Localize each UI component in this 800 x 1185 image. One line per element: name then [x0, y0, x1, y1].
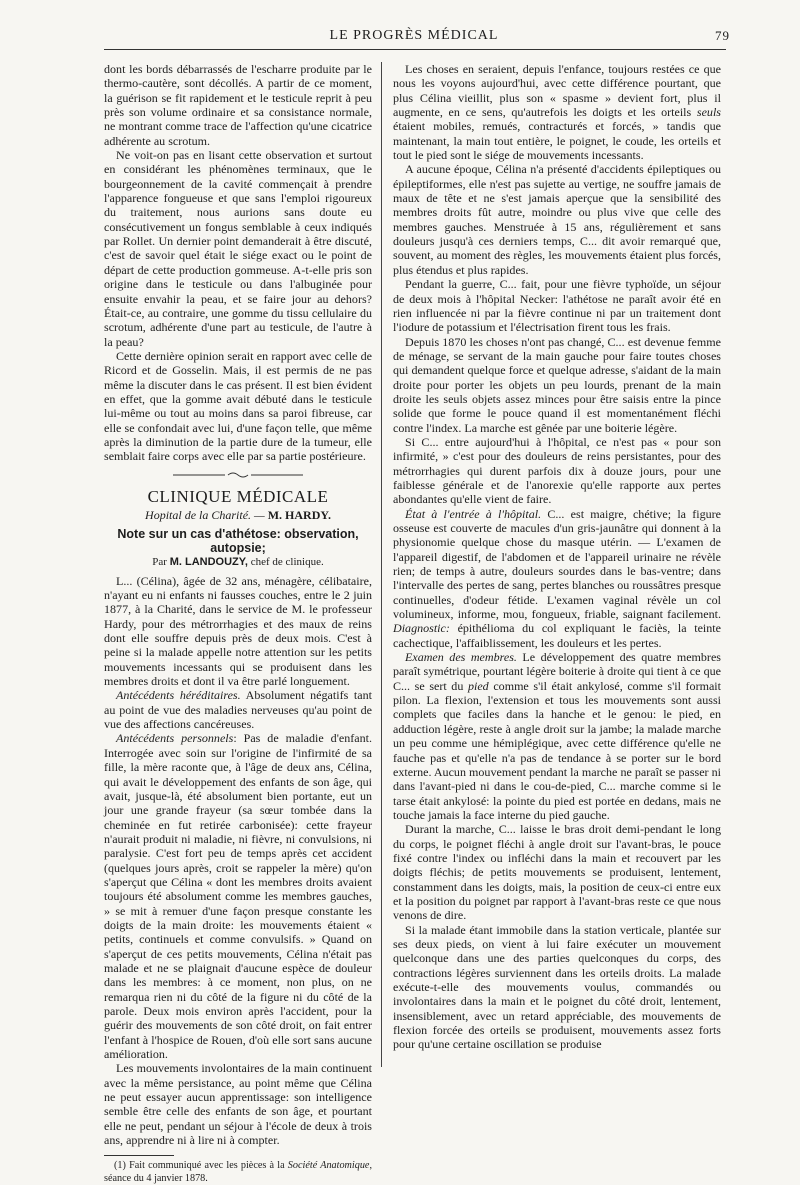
subheading: Antécédents personnels — [116, 731, 234, 746]
paragraph: Pendant la guerre, C... fait, pour une fièvre typhoïde, un séjour de deux mois à l'hôpital Necker: l'athétose ne paraît avoir été en rien influencée ni par la fièvre continue ni par un traitement dont l'iodure de potassium et l'électrisation firent tous les frais. — [393, 277, 721, 335]
subheading: État à l'entrée à l'hôpital. — [405, 506, 542, 521]
paragraph: État à l'entrée à l'hôpital. C... est maigre, chétive; la figure osseuse est couverte de macules d'un gris-jaunâtre qui donnent à la physionomie quelque chose du masque utérin. — L'examen de l'appareil digestif, de l'abdomen et de l'appareil urinaire ne révèle rien; de temps à autre, douleurs sourdes dans le bas-ventre; dans l'intervalle des pertes de sang, pertes blanches ou roussâtres presque continuelles, d'odeur fétide. L'examen vaginal révèle un col volumineux, informe, mou, fongueux, friable, saignant facilement. Diagnostic: épithélioma du col expliquant le faciès, la teinte cachectique, l'affaiblissement, les douleurs et les pertes. — [393, 506, 722, 650]
paragraph: Depuis 1870 les choses n'ont pas changé, C... est devenue femme de ménage, se servant de la main gauche pour faire toutes choses qui demandent quelque force et quelque adresse, s'aidant de la main droite pour porter les objets un peu lourds, prenant de la main droite les seuls objets assez minces pour être saisis entre la pince solide que forme le pouce quand il est momentanément fléchi contre l'index. La marche est gênée par une boiterie légère. — [393, 334, 721, 435]
paragraph: Durant la marche, C... laisse le bras droit demi-pendant le long du corps, le poignet fléchi à angle droit sur l'avant-bras, le pouce fixé contre l'index ou infléchi dans la main et recouvert par les doigts fléchis; de petits mouvements se produisent, lentement, constamment dans les doigts, mais, la position de ceux-ci entre eux et la position du poignet par rapport à l'avant-bras reste ce que nous venons de dire. — [393, 822, 721, 923]
paragraph: dont les bords débarrassés de l'escharre produite par le thermo-cautère, sont décollés. A partir de ce moment, la guérison se fit rapidement et le testicule reprit à peu près son volume ordinaire et sa consistance normale, ne montrant comme trace de l'affection qu'une cicatrice adhérente au scrotum. — [104, 62, 372, 148]
hospital-name: Hopital de la Charité. — — [145, 508, 265, 523]
ornament-rule — [173, 471, 303, 479]
running-header — [104, 28, 730, 50]
paragraph: Ne voit-on pas en lisant cette observation et surtout en considérant les phénomènes terminaux, que le bourgeonnement de la cavité commençait à prendre l'apparence fongueuse et que sans l'emploi rigoureux du traitement, nous aurions sans doute eu consécutivement un fongus semblable à ceux indiqués par Rollet. Un dernier point demanderait à être discuté, c'est de savoir quel était le siége exact ou le point de départ de cette production gommeuse. A-t-elle pris son origine dans le testicule ou dans l'albuginée pour ensuite envahir la peau, et se faire jour au dehors? Était-ce, au contraire, une gomme du tissu cellulaire du scrotum, adhérente d'une part au testicule, de l'autre à la peau? — [104, 148, 372, 349]
subheading: Examen des membres. — [405, 650, 517, 665]
paragraph: Les mouvements involontaires de la main continuent avec la même persistance, au point même que Célina ne peut essayer aucun apprentissage: son intelligence semble être celle des enfants de son âge, et pourtant elle ne peut, pendant un séjour à l'école de deux à trois ans, apprendre ni à lire ni à compter. — [104, 1061, 372, 1148]
section-ornament — [104, 470, 372, 484]
paragraph: Antécédents héréditaires. Absolument négatifs tant au point de vue des maladies nerveuses qu'au point de vue des affections cancéreuses. — [104, 688, 373, 732]
hospital-chief: M. HARDY. — [267, 508, 331, 523]
footnote-rule — [104, 1155, 174, 1156]
byline-prefix: Par — [152, 556, 167, 569]
byline-author: M. LANDOUZY, — [169, 556, 248, 569]
subheading: Antécédents héréditaires. — [116, 688, 241, 703]
paragraph: Cette dernière opinion serait en rapport avec celle de Ricord et de Gosselin. Mais, il est permis de ne pas même la discuter dans le cas présent. Il est bien évident en effet, que la gomme avait débuté dans le testicule lui-même ou tout au moins dans sa paroi fibreuse, car elle se confondait avec lui, d'une façon telle, que même après la diminution de la partie dure de la tumeur, elle semblait faire corps avec elle par sa partie postérieure. — [104, 348, 372, 464]
hospital-line — [104, 508, 372, 522]
byline — [104, 555, 372, 569]
journal-title: LE PROGRÈS MÉDICAL — [329, 28, 499, 43]
paragraph: Les choses en seraient, depuis l'enfance, toujours restées ce que nous les voyons aujourd'hui, avec cette différence pourtant, que plus Célina vieillit, plus son « spasme » devient fort, plus il augmente, en ce sens, qu'autrefois les doigts et les orteils seuls étaient mobiles, remués, contracturés et forcés, » tandis que maintenant, la main tout entière, le poignet, le coude, les orteils et tout le pied sont le siége de mouvements incessants. — [393, 62, 721, 163]
left-column — [104, 62, 373, 1184]
paragraph: A aucune époque, Célina n'a présenté d'accidents épileptiques ou épileptiformes, elle n'est pas sujette au vertige, ne souffre jamais de maux de tête et ne s'est jamais aperçue que la sensibilité des membres droits fût autre, moindre ou plus vive que celle des membres gauches. Menstruée à 15 ans, régulièrement et sans douleurs jusqu'à ces derniers temps, C... dit avoir remarqué que, souvent, au moment des règles, les mouvements étaient plus forcés, plus étendus et plus rapides. — [393, 162, 721, 277]
paragraph: Examen des membres. Le développement des quatre membres paraît symétrique, pourtant légère boiterie à droite qui tient à ce que C... se sert du pied comme s'il était ankylosé, comme s'il formait pilon. La flexion, l'extension et tous les mouvements sont aussi complets que faciles dans la hanche et le genou: le pied, en adduction légère, reste à angle droit sur la jambe; la malade marche un peu comme une hémiplégique, avec cette différence qu'elle ne fauche pas et qu'elle n'a pas de tendance à se porter sur le bord externe. Aucun mouvement pendant la marche ne paraît se passer ni dans l'avant-pied ni dans le cou-de-pied, C... marche comme si le tarse était ankylosé: la pointe du pied est portée en dedans, mais ne touche jamais la face interne du pied gauche. — [393, 650, 721, 822]
article-title: Note sur un cas d'athétose: observation, autopsie; — [117, 526, 359, 555]
right-column — [393, 62, 721, 1067]
paragraph: Si C... entre aujourd'hui à l'hôpital, ce n'est pas « pour son infirmité, » c'est pour des douleurs de reins persistantes, pour des métrorrhagies qui durent parfois dix à douze jours, pour une faiblesse générale et de l'anorexie qu'elle rapporte aux pertes abondantes qu'elle vient de faire. — [393, 434, 721, 507]
footnote: (1) Fait communiqué avec les pièces à la Société Anatomique, séance du 4 janvier 1878. — [104, 1160, 372, 1184]
section-title: CLINIQUE MÉDICALE — [147, 486, 329, 506]
paragraph: Antécédents personnels: Pas de maladie d'enfant. Interrogée avec soin sur l'origine de l'infirmité de sa fille, la mère raconte que, à l'âge de deux ans, Célina, qui avait le développement des enfants de son âge, qui avait, jusque-là, été absolument bien portante, eut un jour une grande frayeur (sa sœur tombée dans la cheminée en fut retirée carbonisée): cette frayeur n'aurait produit ni maladie, ni fièvre, ni convulsions, ni paralysie. C'est fort peu de temps après cet accident (quelques jours après, croit se rappeler la mère) qu'on s'aperçut que Célina « dont les membres droits avaient toujours été absolument comme les membres gauches, » se mit à remuer d'une façon presque constante les doigts de la main droite: les mouvements étaient « petits, continuels et comme convulsifs. » Quand on s'aperçut de ces petits mouvements, Célina n'était pas malade et ne se plaignait d'aucune espèce de douleur dans les membres: à ce moment, non plus, on ne remarqua rien ni du côté de la figure ni du côté de la parole. Deux mois environ après l'accident, pour la guérir des mouvements de son côté droit, on fait entrer l'enfant à l'hospice de Rouen, d'où elle sort sans aucune amélioration. — [104, 731, 372, 1062]
paragraph: Si la malade étant immobile dans la station verticale, plantée sur ses deux pieds, on vient à lui faire exécuter un mouvement quelconque dans une des parties quelconques du corps, des contractions légères surviennent dans les orteils droits. La malade exécute-t-elle des mouvements voulus, commandés ou involontaires dans la main et le poignet du côté droit, lentement, insensiblement, avec un retard appréciable, des mouvements de flexion forcée des orteils se produisent, mouvements assez forts pour qu'une certaine oscillation se produise — [393, 922, 721, 1052]
header-rule — [104, 49, 726, 50]
byline-role: chef de clinique. — [250, 556, 324, 569]
paragraph: L... (Célina), âgée de 32 ans, ménagère, célibataire, n'ayant eu ni enfants ni fausses couches, entre le 2 juin 1877, à la Charité, dans le service de M. le professeur Hardy, pour des métrorrhagies et des maux de reins dont elle souffre depuis près de deux mois. C'est à peine si la malade appelle notre attention sur les petits mouvements incessants qui se produisent dans les membres droits et dont il va être parlé longuement. — [104, 573, 372, 689]
column-divider — [381, 62, 382, 1067]
page-number: 79 — [715, 28, 730, 43]
